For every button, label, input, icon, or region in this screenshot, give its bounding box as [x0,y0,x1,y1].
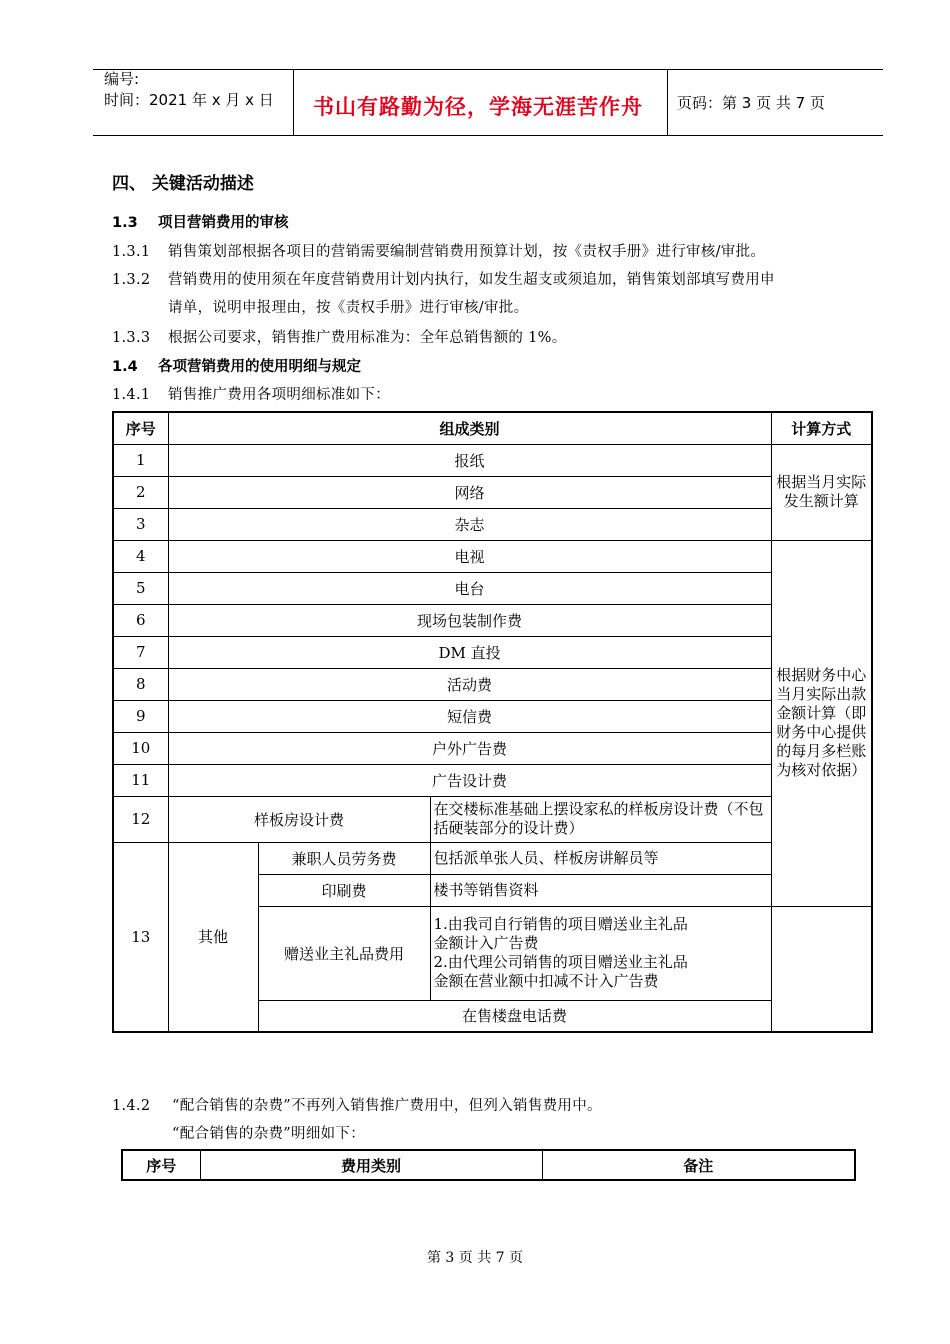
row-note: 包括派单张人员、样板房讲解员等 [430,842,771,874]
row-no: 5 [113,572,168,604]
doc-time-label: 时间：2021 年 x 月 x 日 [104,91,274,109]
paragraph-1-3-1-text: 销售策划部根据各项目的营销需要编制营销费用预算计划，按《责权手册》进行审核/审批。 [168,244,766,260]
doc-code-label: 编号: [104,70,140,88]
row-category: 现场包装制作费 [168,604,771,636]
table-row [113,636,872,668]
calc-method-group-1: 根据当月实际发生额计算 [771,444,872,540]
table-row [113,476,872,508]
paragraph-1-4-2-text: “配合销售的杂费”不再列入销售推广费用中，但列入销售费用中。 [172,1098,602,1114]
subsection-1-4-title: 各项营销费用的使用明细与规定 [158,359,361,375]
paragraph-1-4-2-sub: “配合销售的杂费”明细如下： [172,1126,366,1142]
paragraph-1-4-2 [112,1094,602,1115]
row-category: 报纸 [168,444,771,476]
subsection-1-3-title: 项目营销费用的审核 [158,215,289,231]
gift-note-line: 金额在营业额中扣减不计入广告费 [433,972,659,990]
row-group-other: 其他 [168,842,258,1032]
row-category: 在售楼盘电话费 [258,1000,771,1032]
row-note: 在交楼标准基础上摆设家私的样板房设计费（不包括硬装部分的设计费） [430,796,771,842]
row-category: DM 直投 [168,636,771,668]
misc-cost-table [121,1149,856,1181]
table-header-row [113,412,872,444]
header-calc: 计算方式 [771,412,872,444]
subsection-1-3 [112,211,289,232]
header-no: 序号 [113,412,168,444]
header-top-rule [93,69,883,70]
table-row [113,444,872,476]
header-note: 备注 [542,1150,855,1180]
header-category: 组成类别 [168,412,771,444]
row-note-gift [430,906,771,1000]
paragraph-1-3-3-text: 根据公司要求，销售推广费用标准为：全年总销售额的 1%。 [168,330,567,346]
page-footer: 第 3 页 共 7 页 [426,1250,524,1266]
row-subcategory: 印刷费 [258,874,430,906]
paragraph-1-3-1 [112,240,765,261]
table-header-row [122,1150,855,1180]
paragraph-1-3-2-line2: 请单，说明申报理由，按《责权手册》进行审核/审批。 [168,300,529,316]
paragraph-1-4-1 [112,383,390,404]
subsection-1-4-number: 1.4 [112,359,138,375]
row-category: 电视 [168,540,771,572]
header-bottom-rule [93,135,883,136]
paragraph-1-4-1-text: 销售推广费用各项明细标准如下： [168,387,390,403]
row-no: 6 [113,604,168,636]
subsection-1-3-number: 1.3 [112,215,138,231]
table-row [113,764,872,796]
promotion-cost-table [112,411,873,1033]
row-subcategory: 赠送业主礼品费用 [258,906,430,1000]
paragraph-1-4-2-number: 1.4.2 [112,1098,151,1114]
table-row [113,796,872,842]
row-no: 7 [113,636,168,668]
paragraph-1-3-1-number: 1.3.1 [112,244,151,260]
paragraph-1-4-1-number: 1.4.1 [112,387,151,403]
row-subcategory: 兼职人员劳务费 [258,842,430,874]
calc-method-group-2: 根据财务中心当月实际出款金额计算（即财务中心提供的每月多栏账为核对依据） [771,540,872,906]
table-row [113,668,872,700]
row-no: 8 [113,668,168,700]
paragraph-1-3-3-number: 1.3.3 [112,330,151,346]
section-heading: 四、 关键活动描述 [112,174,254,194]
row-category: 杂志 [168,508,771,540]
row-no: 9 [113,700,168,732]
row-no: 11 [113,764,168,796]
row-category: 样板房设计费 [168,796,430,842]
gift-note-line: 1.由我司自行销售的项目赠送业主礼品 [433,915,688,933]
paragraph-1-3-3 [112,326,567,347]
header-motto: 书山有路勤为径，学海无涯苦作舟 [313,95,643,119]
row-category: 网络 [168,476,771,508]
row-note: 楼书等销售资料 [430,874,771,906]
header-no: 序号 [122,1150,200,1180]
row-no: 3 [113,508,168,540]
subsection-1-4 [112,355,361,376]
row-no: 1 [113,444,168,476]
table-row [113,540,872,572]
row-no: 2 [113,476,168,508]
header-divider-right [667,69,668,136]
table-row [113,604,872,636]
table-row [113,842,872,874]
row-no: 10 [113,732,168,764]
table-row [113,508,872,540]
row-category: 广告设计费 [168,764,771,796]
table-row [113,572,872,604]
header-category: 费用类别 [200,1150,542,1180]
paragraph-1-3-2-line1: 营销费用的使用须在年度营销费用计划内执行，如发生超支或须追加，销售策划部填写费用申 [168,272,775,288]
row-category: 户外广告费 [168,732,771,764]
row-category: 电台 [168,572,771,604]
paragraph-1-3-2 [112,268,775,289]
row-category: 短信费 [168,700,771,732]
header-divider-left [293,69,294,136]
row-category: 活动费 [168,668,771,700]
gift-note-line: 2.由代理公司销售的项目赠送业主礼品 [433,953,688,971]
table-row [113,700,872,732]
row-no: 13 [113,842,168,1032]
table-row [113,732,872,764]
header-page-label: 页码：第 3 页 共 7 页 [677,94,825,112]
row-no: 4 [113,540,168,572]
paragraph-1-3-2-number: 1.3.2 [112,272,151,288]
row-no: 12 [113,796,168,842]
gift-note-line: 金额计入广告费 [433,934,539,952]
